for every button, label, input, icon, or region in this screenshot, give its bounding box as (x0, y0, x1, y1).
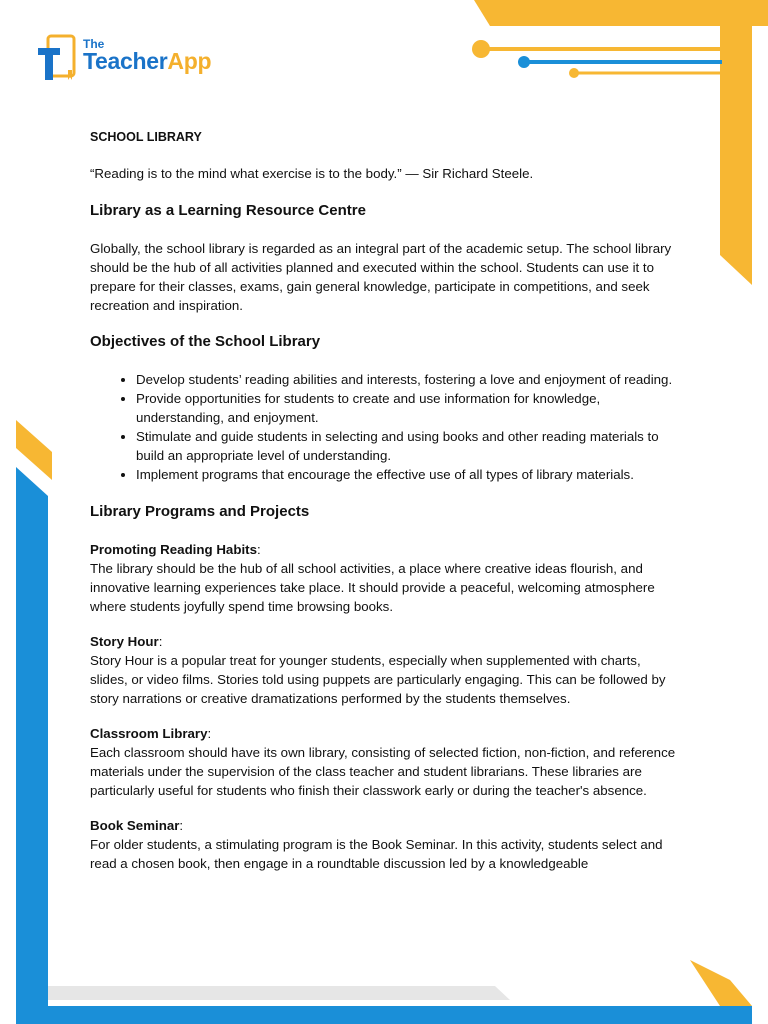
bottom-yellow-corner (690, 960, 752, 1006)
program-classroom-library: Classroom Library: Each classroom should have its own library, consisting of selected fiction, non-fiction, and reference materials under the supervision of the class teacher and student librarians. These libraries are particularly useful for students who finish their classwork early or during the teacher's absence. (90, 724, 680, 800)
logo-t-icon (38, 34, 78, 84)
section-heading-learning-resource: Library as a Learning Resource Centre (90, 202, 366, 219)
program-title: Promoting Reading Habits (90, 542, 257, 557)
bottom-blue-band (48, 1006, 752, 1024)
section-heading-objectives: Objectives of the School Library (90, 333, 321, 350)
objectives-list (90, 370, 680, 484)
objective-item: • Develop students’ reading abilities and interests, fostering a love and enjoyment of reading. (136, 370, 680, 389)
document-title: SCHOOL LIBRARY (90, 130, 202, 144)
bottom-gray-band (48, 986, 510, 1000)
right-yellow-stripe (720, 0, 752, 285)
logo-the-text: The (83, 37, 105, 51)
left-yellow-stripe (16, 420, 52, 480)
program-title: Story Hour (90, 634, 159, 649)
program-book-seminar: Book Seminar: For older students, a stimulating program is the Book Seminar. In this activity, students select and read a chosen book, then engage in a roundtable discussion led by a knowledgeable (90, 816, 680, 873)
program-title: Book Seminar (90, 818, 180, 833)
objective-item: • Provide opportunities for students to create and use information for knowledge, understanding, and enjoyment. (136, 389, 680, 427)
opening-quote: “Reading is to the mind what exercise is to the body.” — Sir Richard Steele. (90, 166, 534, 181)
document-body (90, 128, 680, 889)
program-reading-habits: Promoting Reading Habits: The library should be the hub of all school activities, a place where creative ideas flourish, and innovative learning experiences take place. It should provide a peaceful, welcoming atmosphere where students joyfully spend time browsing books. (90, 540, 680, 616)
teacherapp-logo (38, 34, 212, 90)
objective-item: • Implement programs that encourage the effective use of all types of library materials. (136, 465, 680, 484)
section-paragraph-learning-resource: Globally, the school library is regarded as an integral part of the academic setup. The school library should be the hub of all activities planned and executed within the school. Students can use it to prepare for their classes, exams, gain general knowledge, participate in competitions, and seek recreation and inspiration. (90, 241, 672, 313)
left-blue-stripe (16, 467, 48, 1024)
program-description: For older students, a stimulating program is the Book Seminar. In this activity, students select and read a chosen book, then engage in a roundtable discussion led by a knowledgeable (90, 837, 663, 871)
program-description: Each classroom should have its own library, consisting of selected fiction, non-fiction, and reference materials under the supervision of the class teacher and student librarians. These libraries are particularly useful for students who finish their classwork early or during the teacher's absence. (90, 745, 676, 798)
program-story-hour: Story Hour: Story Hour is a popular treat for younger students, especially when supplemented with charts, slides, or video films. Stories told using puppets are particularly engaging. This can be followed by story narrations or creative dramatizations performed by the students themselves. (90, 632, 680, 708)
objective-item: • Stimulate and guide students in selecting and using books and other reading materials to build an appropriate level of understanding. (136, 427, 680, 465)
section-heading-programs: Library Programs and Projects (90, 503, 310, 520)
circuit-lines-decoration (472, 40, 722, 78)
program-description: Story Hour is a popular treat for younger students, especially when supplemented with charts, slides, or video films. Stories told using puppets are particularly engaging. This can be followed by story narrations or creative dramatizations performed by the students themselves. (90, 653, 666, 706)
program-description: The library should be the hub of all school activities, a place where creative ideas flourish, and innovative learning experiences take place. It should provide a peaceful, welcoming atmosphere where students joyfully spend time browsing books. (90, 561, 655, 614)
program-title: Classroom Library (90, 726, 208, 741)
logo-wordmark: TeacherApp (83, 48, 212, 74)
